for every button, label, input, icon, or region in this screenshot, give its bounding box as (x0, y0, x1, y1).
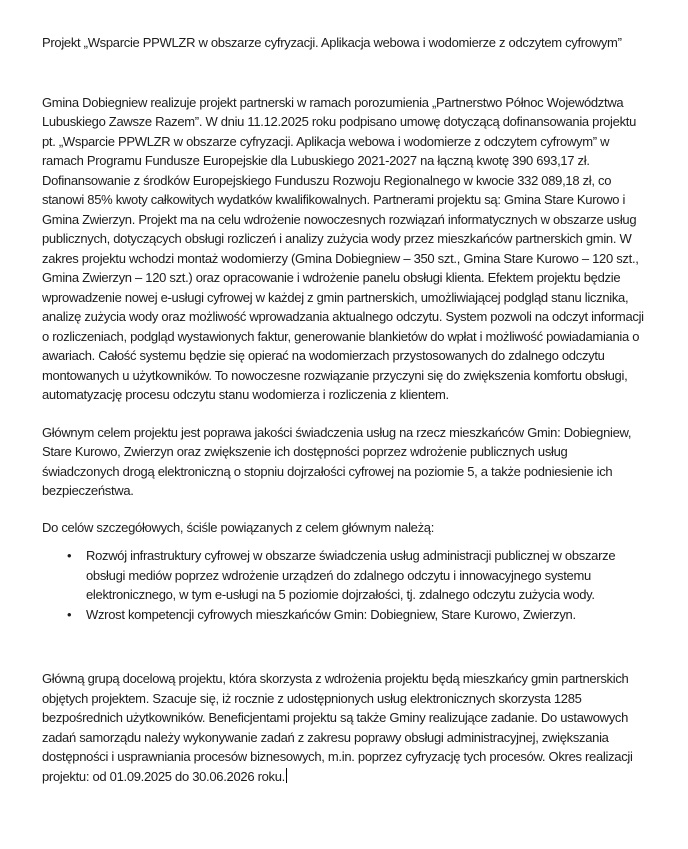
list-item[interactable] (42, 546, 648, 605)
document-title[interactable]: Projekt „Wsparcie PPWLZR w obszarze cyfryzacji. Aplikacja webowa i wodomierze z odczytem cyfrowym” (42, 35, 622, 50)
paragraph-main-goal[interactable]: Głównym celem projektu jest poprawa jakości świadczenia usług na rzecz mieszkańców Gmin: Dobiegniew, Stare Kurowo, Zwierzyn oraz zwiększenie ich dostępności poprzez wdrożenie publicznych usług świadczonych drogą elektroniczną o stopniu dojrzałości cyfrowej na poziomie 5, a także podniesienie ich bezpieczeństwa. (42, 424, 632, 498)
text-cursor-caret (286, 768, 287, 783)
paragraph-target-group[interactable] (42, 669, 648, 786)
specific-goals-list (42, 546, 648, 624)
bullet-icon: • (67, 548, 72, 563)
list-item[interactable] (42, 605, 648, 625)
paragraph-specific-goals-intro[interactable]: Do celów szczegółowych, ściśle powiązanych z celem głównym należą: (42, 519, 435, 535)
paragraph-target-group-text: Główną grupą docelową projektu, która skorzysta z wdrożenia projektu będą mieszkańcy gmin partnerskich objętych projektem. Szacuje się, iż rocznie z udostępnionych usług elektronicznych skorzysta 1285 bezpośrednich użytkowników. Beneficjentami projektu są także Gminy realizujące zadanie. Do ustawowych zadań samorządu należy wykonywanie zadań z zakresu poprawy obsługi administracyjnej, zwiększania dostępności i usprawniania procesów biznesowych, m.in. poprzez cyfryzację tych procesów. Okres realizacji projektu: od 01.09.2025 do 30.06.2026 roku. (42, 671, 633, 784)
paragraph-intro[interactable]: Gmina Dobiegniew realizuje projekt partnerski w ramach porozumienia „Partnerstwo Północ Województwa Lubuskiego Zawsze Razem”. W dniu 11.12.2025 roku podpisano umowę dotyczącą dofinansowania projektu pt. „Wsparcie PPWLZR w obszarze cyfryzacji. Aplikacja webowa i wodomierze z odczytem cyfrowym” w ramach Programu Fundusze Europejskie dla Lubuskiego 2021-2027 na łączną kwotę 390 693,17 zł. Dofinansowanie z środków Europejskiego Funduszu Rozwoju Regionalnego w kwocie 332 089,18 zł, co stanowi 85% kwoty całkowitych wydatków kwalifikowalnych. Partnerami projektu są: Gmina Stare Kurowo i Gmina Zwierzyn. Projekt ma na celu wdrożenie nowoczesnych rozwiązań informatycznych w obszarze usług publicznych, dotyczących obsługi rozliczeń i analizy zużycia wody przez mieszkańców partnerskich gmin. W zakres projektu wchodzi montaż wodomierzy (Gmina Dobiegniew – 350 szt., Gmina Stare Kurowo – 120 szt., Gmina Zwierzyn – 120 szt.) oraz opracowanie i wdrożenie panelu obsługi klienta. Efektem projektu będzie wprowadzenie nowej e-usługi cyfrowej w każdej z gmin partnerskich, umożliwiającej podgląd stanu licznika, analizę zużycia wody oraz możliwość wprowadzania aktualnego odczytu. System pozwoli na odczyt informacji o rozliczeniach, podgląd wystawionych faktur, generowanie blankietów do wpłat i możliwość powiadamiania o awariach. Całość systemu będzie się opierać na wodomierzach przystosowanych do zdalnego odczytu montowanych u użytkowników. To nowoczesne rozwiązanie przyczyni się do zwiększenia komfortu obsługi, automatyzację procesu odczytu stanu wodomierza i rozliczenia z klientem. (42, 94, 644, 402)
list-item-text: Rozwój infrastruktury cyfrowej w obszarze świadczenia usług administracji publicznej w obszarze obsługi mediów poprzez wdrożenie urządzeń do zdalnego odczytu i innowacyjnego systemu elektronicznego, w tym e-usługi na 5 poziomie dojrzałości, tj. zdalnego odczytu zużycia wody. (86, 548, 616, 602)
bullet-icon: • (67, 606, 72, 622)
list-item-text: Wzrost kompetencji cyfrowych mieszkańców Gmin: Dobiegniew, Stare Kurowo, Zwierzyn. (86, 606, 576, 622)
